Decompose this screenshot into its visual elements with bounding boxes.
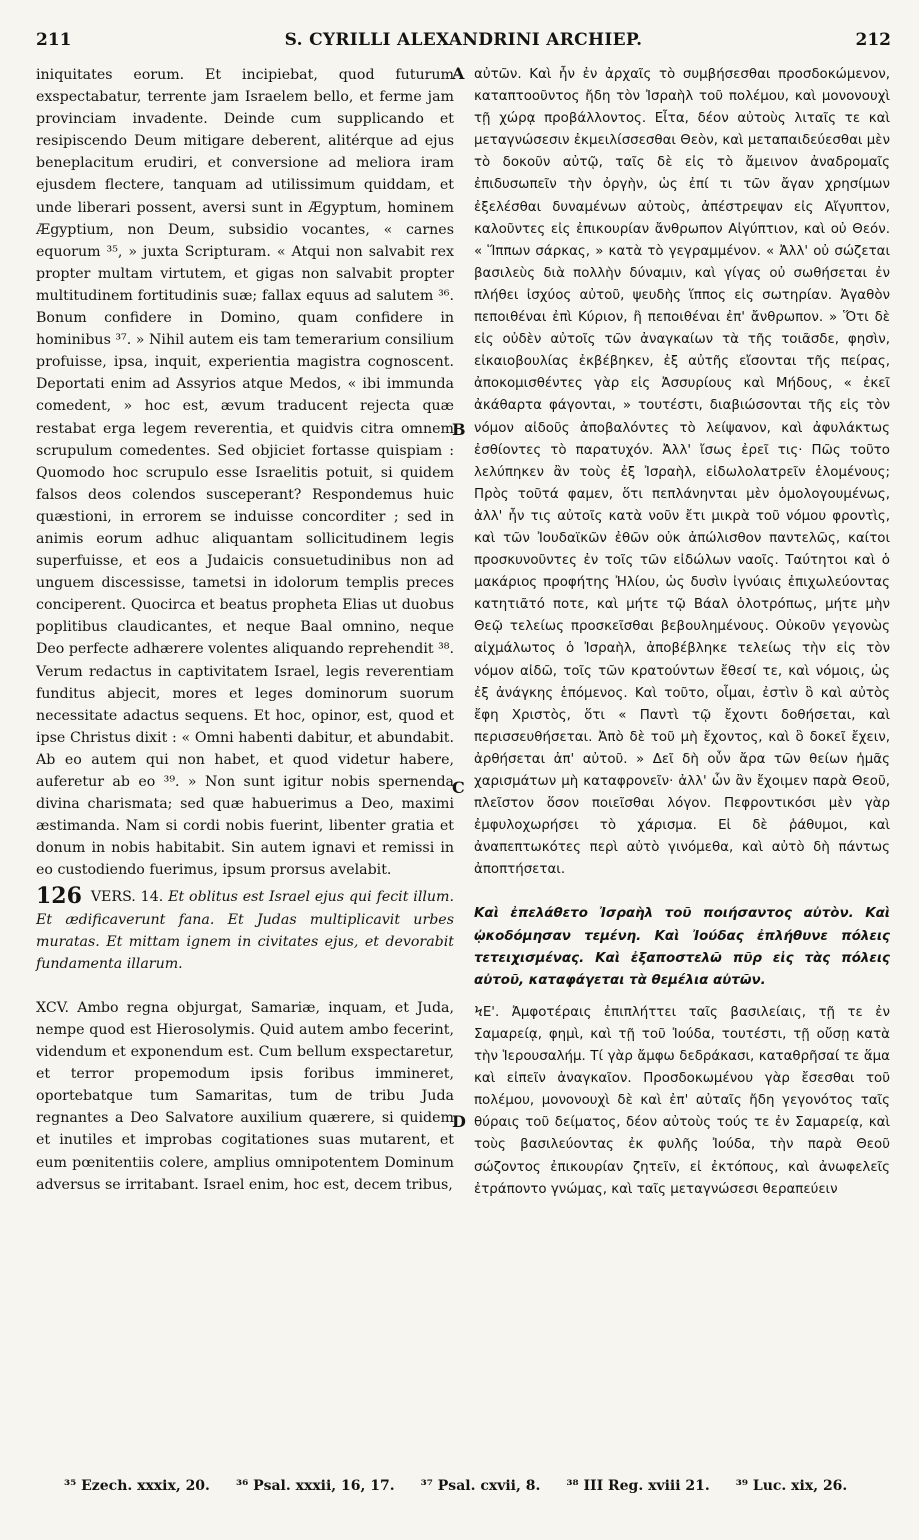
margin-letter-a: A bbox=[452, 64, 465, 83]
verse-label: VERS. 14. bbox=[90, 889, 164, 906]
page-number-left: 211 bbox=[36, 30, 72, 50]
margin-letter-b: B bbox=[452, 420, 466, 439]
greek-column bbox=[474, 64, 890, 1201]
margin-letter-d: D bbox=[452, 1112, 466, 1131]
latin-column bbox=[36, 64, 454, 1196]
greek-verse-text: Καὶ ἐπελάθετο Ἰσραὴλ τοῦ ποιήσαντος αὐτὸν. Καὶ ᾠκοδόμησαν τεμένη. Καὶ Ἰούδας ἐπλήθυνε πόλεις τετειχισμένας. Καὶ ἐξαποστελῶ πῦρ εἰς τὰς πόλεις αὐτοῦ, καταφάγεται τὰ θεμέλια αὐτῶν. bbox=[474, 906, 890, 988]
latin-verse-block bbox=[36, 885, 454, 974]
greek-paragraph-1: αὐτῶν. Καὶ ἦν ἐν ἀρχαῖς τὸ συμβήσεσθαι προσδοκώμενον, καταπτοοῦντος ἤδη τὸν Ἰσραὴλ τοῦ πολέμου, καὶ μονονουχὶ τῇ χώρᾳ προβάλλοντος. Εἶτα, δέον αὐτοὺς λιταῖς τε καὶ μεταγνώσεσιν ἐκμειλίσσεσθαι Θεὸν, καὶ μεταπαιδεύεσθαι μὲν τὸ δοκοῦν αὐτῷ, ταῖς δὲ εἰς τὸ ἄμεινον ἀναδρομαῖς ἐπιδυσωπεῖν τὴν ὀργὴν, ὡς ἐπί τι τῶν ἄγαν χρησίμων ἐξελέσθαι δυναμένων αὐτοὺς, ἀπέστρεψαν εἰς Αἴγυπτον, καλοῦντες εἰς ἐπικουρίαν ἄνθρωπον Αἰγύπτιον, καὶ οὐ Θεόν. « Ἵππων σάρκας, » κατὰ τὸ γεγραμμένον. « Ἀλλ' οὐ σώζεται βασιλεὺς διὰ πολλὴν δύναμιν, καὶ γίγας οὐ σωθήσεται ἐν πλήθει ἰσχύος αὐτοῦ, ψευδὴς ἵππος εἰς σωτηρίαν. Ἀγαθὸν πεποιθέναι ἐπὶ Κύριον, ἢ πεποιθέναι ἐπ' ἄνθρωπον. » Ὅτι δὲ εἰς οὐδὲν αὐτοῖς τῶν ἀναγκαίων τὰ τῆς τοιᾶσδε, φησὶν, εἰκαιοβουλίας ἐκβέβηκεν, ἐξ αὐτῆς εἴσονται τῆς πείρας, ἀποκομισθέντες γὰρ εἰς Ἀσσυρίους καὶ Μήδους, « ἐκεῖ ἀκάθαρτα φάγονται, » τουτέστι, διαβιώσονται τῆς εἰς τὸν νόμον αἰδοῦς ἀποβαλόντες τὸ λείψανον, καὶ ἀφυλάκτως ἐσθίοντες τὸ παρατυχόν. Ἀλλ' ἴσως ἐρεῖ τις· Πῶς τοῦτο λελύπηκεν ἂν τοὺς ἐξ Ἰσραὴλ, εἰδωλολατρεῖν ἑλομένους; Πρὸς τοῦτά φαμεν, ὅτι πεπλάνηνται μὲν ὁμολογουμένως, ἀλλ' ἦν τις αὐτοῖς κατὰ νοῦν ἔτι μικρὰ τοῦ νόμου φροντὶς, καὶ τῶν Ἰουδαϊκῶν ἐθῶν οὐκ ἀπώλισθον παντελῶς, καίτοι προσκυνοῦντες ἐν τοῖς τῶν εἰδώλων ναοῖς. Ταύτητοι καὶ ὁ μακάριος προφήτης Ἠλίου, ὡς δυσὶν ἰγνύαις ἐπιχωλεύοντας κατητιᾶτό ποτε, καὶ μήτε τῷ Βάαλ ὁλοτρόπως, μήτε μὴν Θεῷ τελείως προσκεῖσθαι βεβουλημένους. Οὐκοῦν γεγονὼς αἰχμάλωτος ὁ Ἰσραὴλ, ἀποβέβληκε τελείως τὴν εἰς τὸν νόμον αἰδῶ, τοῖς τῶν κρατούντων ἔθεσί τε, καὶ νόμοις, ὡς ἐξ ἀνάγκης ἑπόμενος. Καὶ τοῦτο, οἶμαι, ἐστὶν ὃ καὶ αὐτὸς ἔφη Χριστὸς, ὅτι « Παντὶ τῷ ἔχοντι δοθήσεται, καὶ περισσευθήσεται. Ἀπὸ δὲ τοῦ μὴ ἔχοντος, καὶ ὃ δοκεῖ ἔχειν, ἀρθήσεται ἀπ' αὐτοῦ. » Δεῖ δὴ οὖν ἄρα τῶν θείων ἡμᾶς χαρισμάτων μὴ καταφρονεῖν· ἀλλ' ὧν ἂν ἔχοιμεν παρὰ Θεοῦ, πλεῖστον ὅσον ποιεῖσθαι λόγον. Πεφροντικόσι μὲν γὰρ ἐμφυλοχωρήσει τὸ χάρισμα. Εἰ δὲ ῥάθυμοι, καὶ ἀναπεπτωκότες περὶ αὐτὸ γινόμεθα, καὶ αὐτὸ δὴ πάντως ἀποπτήσεται. bbox=[474, 67, 890, 878]
footnote-38: ³⁸ III Reg. xviii 21. bbox=[566, 1478, 710, 1494]
footnote-35: ³⁵ Ezech. xxxix, 20. bbox=[64, 1478, 210, 1494]
footnotes bbox=[64, 1478, 889, 1494]
greek-paragraph-2: ϞΕ'. Ἀμφοτέραις ἐπιπλήττει ταῖς βασιλείαις, τῇ τε ἐν Σαμαρείᾳ, φημὶ, καὶ τῇ τοῦ Ἰούδα, τουτέστι, τῇ οὔσῃ κατὰ τὴν Ἱερουσαλήμ. Τί γὰρ ἄμφω δεδράκασι, καταθρῆσαί τε ἅμα καὶ εἰπεῖν ἀναγκαῖον. Προσδοκωμένου γὰρ ἔσεσθαι τοῦ πολέμου, μονονουχὶ δὲ καὶ ἐπ' αὐταῖς ἤδη γεγονότος ταῖς θύραις τοῦ δείματος, δέον αὐτοὺς τούς τε ἐν Σαμαρείᾳ, καὶ τοὺς βασιλεύοντας ἐκ φυλῆς Ἰούδα, τὴν παρὰ Θεοῦ σώζοντος ἐπικουρίαν ζητεῖν, εἰ ἐκτόπους, καὶ ἀνωφελεῖς ἐτράποντο γνώμας, καὶ ταῖς μεταγνώσεσι θεραπεύειν bbox=[474, 1004, 890, 1197]
page-number-right: 212 bbox=[855, 30, 891, 50]
latin-paragraph-1: iniquitates eorum. Et incipiebat, quod futurum exspectabatur, terrente jam Israelem bello, et ferme jam provinciam invadente. Deinde cum supplicando et resipiscendo Deum mitigare deberent, alitérque ad ejus beneplacitum erudiri, et conversione ad meliora iram ejusdem flectere, tanquam ad utilissimum quiddam, et unde liberari possent, aversi sunt in Ægyptum, hominem Ægyptium, non Deum, subsidio vocantes, « carnes equorum ³⁵, » juxta Scripturam. « Atqui non salvabit rex propter multam virtutem, et gigas non salvabit propter multitudinem fortitudinis suæ; fallax equus ad salutem ³⁶. Bonum confidere in Domino, quam confidere in hominibus ³⁷. » Nihil autem eis tam temerarium consilium profuisse, ipsa, inquit, experientia magistra cognoscent. Deportati enim ad Assyrios atque Medos, « ibi immunda comedent, » hoc est, ævum traducent rejecta quæ restabat erga legem reverentia, et quidvis citra omnem scrupulum comedentes. Sed objiciet fortasse quispiam : Quomodo hoc scrupulo esse Israelitis potuit, si quidem falsos deos colendos susceperant? Respondemus huic quæstioni, in errorem se induisse concorditer ; sed in animis eorum adhuc aliquantam sollicitudinem legis superfuisse, et eos a Judaicis consuetudinibus non ad unguem discessisse, tametsi in idolorum templis preces conciperent. Quocirca et beatus propheta Elias ut duobus poplitibus claudicantes, et neque Baal omnino, neque Deo perfecte adhærere volentes aliquando reprehendit ³⁸. Verum redactus in captivitatem Israel, legis reverentiam funditus abjecit, mores et leges dominorum suorum necessitate adactus sequens. Et hoc, opinor, est, quod et ipse Christus dixit : « Omni habenti dabitur, et abundabit. Ab eo autem qui non habet, et quod videtur habere, auferetur ab eo ³⁹. » Non sunt igitur nobis spernenda divina charismata; sed quæ habuerimus a Deo, maximi æstimanda. Nam si cordi nobis fuerint, libenter gratia et donum in nobis habitabit. Sin autem ignavi et remissi in eo custodiendo fuerimus, ipsum prorsus avelabit. bbox=[36, 67, 454, 879]
latin-verse-text: Et oblitus est Israel ejus qui fecit illum. Et ædificaverunt fana. Et Judas multiplicavit urbes muratas. Et mittam ignem in civitates ejus, et devorabit fundamenta illarum. bbox=[36, 889, 454, 972]
footnote-36: ³⁶ Psal. xxxii, 16, 17. bbox=[235, 1478, 395, 1494]
margin-letter-c: C bbox=[452, 778, 465, 797]
footnote-37: ³⁷ Psal. cxvii, 8. bbox=[420, 1478, 541, 1494]
footnote-39: ³⁹ Luc. xix, 26. bbox=[735, 1478, 848, 1494]
page-header bbox=[36, 30, 891, 56]
running-title: S. CYRILLI ALEXANDRINI ARCHIEP. bbox=[284, 30, 643, 50]
section-number: 126 bbox=[36, 883, 82, 910]
latin-paragraph-2: XCV. Ambo regna objurgat, Samariæ, inquam, et Juda, nempe quod est Hierosolymis. Quid autem ambo fecerint, videndum et exponendum est. Cum bellum exspectaretur, et terror propemodum ipsis foribus immineret, oportebatque tum Samaritas, tum de tribu Juda regnantes a Deo Salvatore auxilium quærere, si quidem et inutiles et improbas cogitationes suas mutarent, et eum pœnitentiis colere, amplius omnipotentem Dominum adversus se irritabant. Israel enim, hoc est, decem tribus, bbox=[36, 999, 454, 1193]
